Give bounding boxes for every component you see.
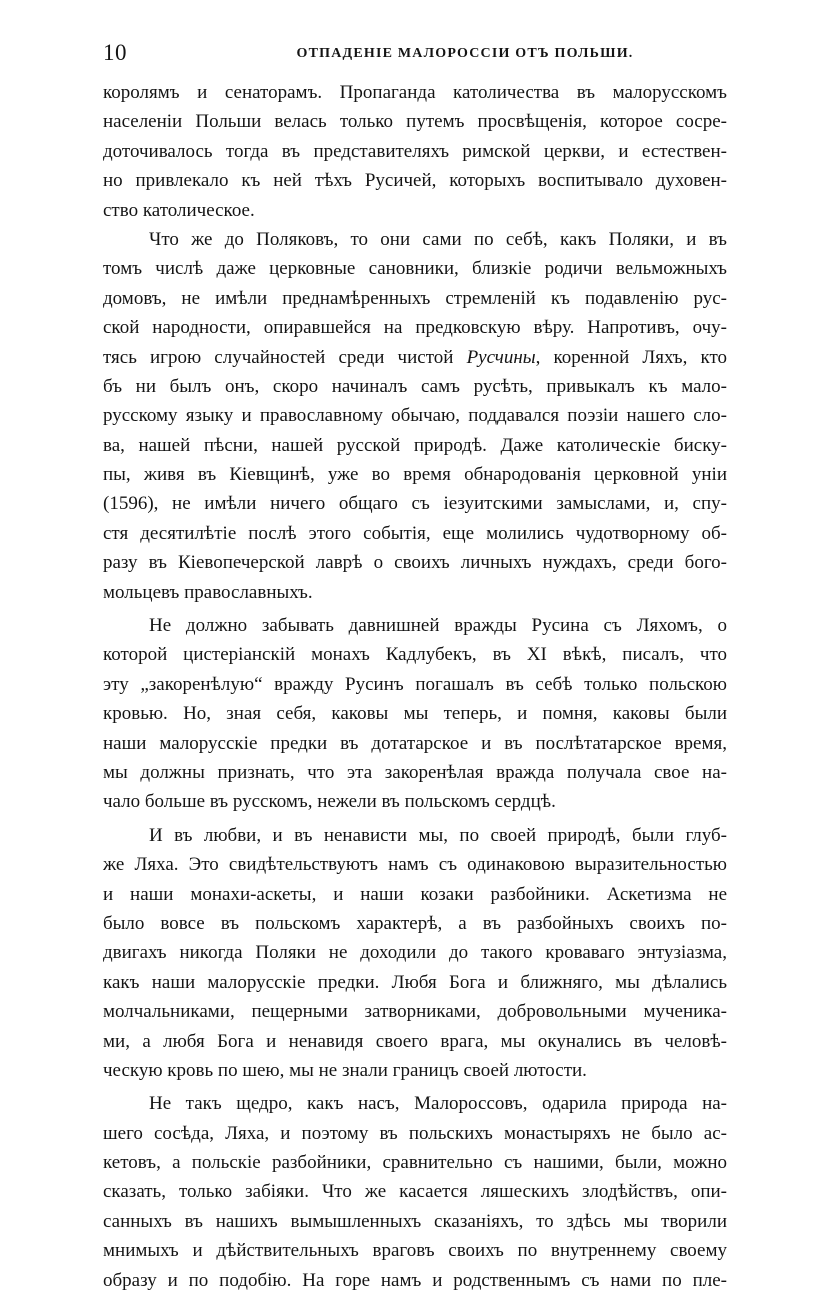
text-line: Не должно забывать давнишней вражды Русина съ Ляхомъ, о [149,615,727,637]
text-line: ва, нашей пѣсни, нашей русской природѣ. Даже католическіе биску- [103,434,727,456]
text-line: кровью. Но, зная себя, каковы мы теперь, и помня, каковы были [103,703,727,725]
text-line: ской народности, опиравшейся на предковскую вѣру. Напротивъ, очу- [103,317,727,339]
text-line: Не такъ щедро, какъ насъ, Малороссовъ, одарила природа на- [149,1093,727,1115]
text-line: шего сосѣда, Ляха, и поэтому въ польскихъ монастыряхъ не было ас- [103,1122,727,1144]
text-line: мнимыхъ и дѣйствительныхъ враговъ своихъ по внутреннему своему [103,1240,727,1262]
text-line: пы, живя въ Кіевщинѣ, уже во время обнародованія церковной уніи [103,464,727,486]
text-line: но привлекало къ ней тѣхъ Русичей, которыхъ воспитывало духовен- [103,170,727,192]
text-line: томъ числѣ даже церковные сановники, близкіе родичи вельможныхъ [103,258,727,280]
text-line: эту „закоренѣлую“ вражду Русинъ погашалъ въ себѣ только польскою [103,673,727,695]
text-line: двигахъ никогда Поляки не доходили до такого кроваваго энтузіазма, [103,942,727,964]
text-line: санныхъ въ нашихъ вымышленныхъ сказаніяхъ, то здѣсь мы творили [103,1210,727,1232]
text-line: мы должны признать, что эта закоренѣлая вражда получала свое на- [103,761,727,783]
text-line: русскому языку и православному обычаю, поддавался поэзіи нашего сло- [103,405,727,427]
text-line: мольцевъ православныхъ. [103,581,313,603]
text-line: чало больше въ русскомъ, нежели въ польскомъ сердцѣ. [103,791,556,813]
text-line: королямъ и сенаторамъ. Пропаганда католичества въ малорусскомъ [103,82,727,103]
text-line: какъ наши малорусскіе предки. Любя Бога и ближняго, мы дѣлались [103,971,727,993]
text-line: которой цистеріанскій монахъ Кадлубекъ, въ XI вѣкѣ, писалъ, что [103,644,727,666]
text-line: наши малорусскіе предки въ дотатарское и въ послѣтатарское время, [103,732,727,754]
text-line: же Ляха. Это свидѣтельствуютъ намъ съ одинаковою выразительностью [103,854,727,876]
text-line: ство католическое. [103,199,255,221]
text-line: доточивалось тогда въ представителяхъ римской церкви, и естествен- [103,140,727,162]
emphasized-word: Русчины [466,346,536,368]
text-line: разу въ Кіевопечерской лаврѣ о своихъ личныхъ нуждахъ, среди бого- [103,552,727,574]
text-line-with-emphasis [103,343,727,372]
text-line: было вовсе въ польскомъ характерѣ, а въ разбойныхъ своихъ по- [103,912,727,934]
text-line: ческую кровь по шею, мы не знали границъ своей лютости. [103,1059,587,1081]
text-line: образу и по подобію. На горе намъ и родственнымъ съ нами по пле- [103,1269,727,1291]
text-line: бъ ни былъ онъ, скоро начиналъ самъ русѣть, привыкалъ къ мало- [103,375,727,397]
text-line: домовъ, не имѣли преднамѣренныхъ стремленій къ подавленію рус- [103,287,727,309]
text-line: молчальниками, пещерными затворниками, добровольными мученика- [103,1001,727,1023]
book-page [103,34,727,1295]
running-title: ОТПАДЕНІЕ МАЛОРОССІИ ОТЪ ПОЛЬШИ. [296,46,634,61]
text-line: И въ любви, и въ ненависти мы, по своей природѣ, были глуб- [149,824,727,846]
text-line: и наши монахи-аскеты, и наши козаки разбойники. Аскетизма не [103,883,727,905]
text-line: ми, а любя Бога и ненавидя своего врага, мы окунались въ человѣ- [103,1030,727,1052]
body-text [103,78,727,1295]
text-after-emphasis: , коренной Ляхъ, кто [535,346,727,368]
text-line: сказать, только забіяки. Что же касается ляшескихъ злодѣйствъ, опи- [103,1181,727,1203]
text-line: (1596), не имѣли ничего общаго съ іезуитскими замыслами, и, спу- [103,493,727,515]
running-head [103,34,727,70]
text-line: Что же до Поляковъ, то они сами по себѣ, какъ Поляки, и въ [149,228,727,250]
text-before-emphasis: тясь игрою случайностей среди чистой [103,346,467,368]
text-line: населеніи Польши велась только путемъ просвѣщенія, которое сосре- [103,111,727,133]
text-line: стя десятилѣтіе послѣ этого событія, еще молились чудотворному об- [103,522,727,544]
page-number: 10 [103,40,127,65]
text-line: кетовъ, а польскіе разбойники, сравнительно съ нашими, были, можно [103,1152,727,1174]
